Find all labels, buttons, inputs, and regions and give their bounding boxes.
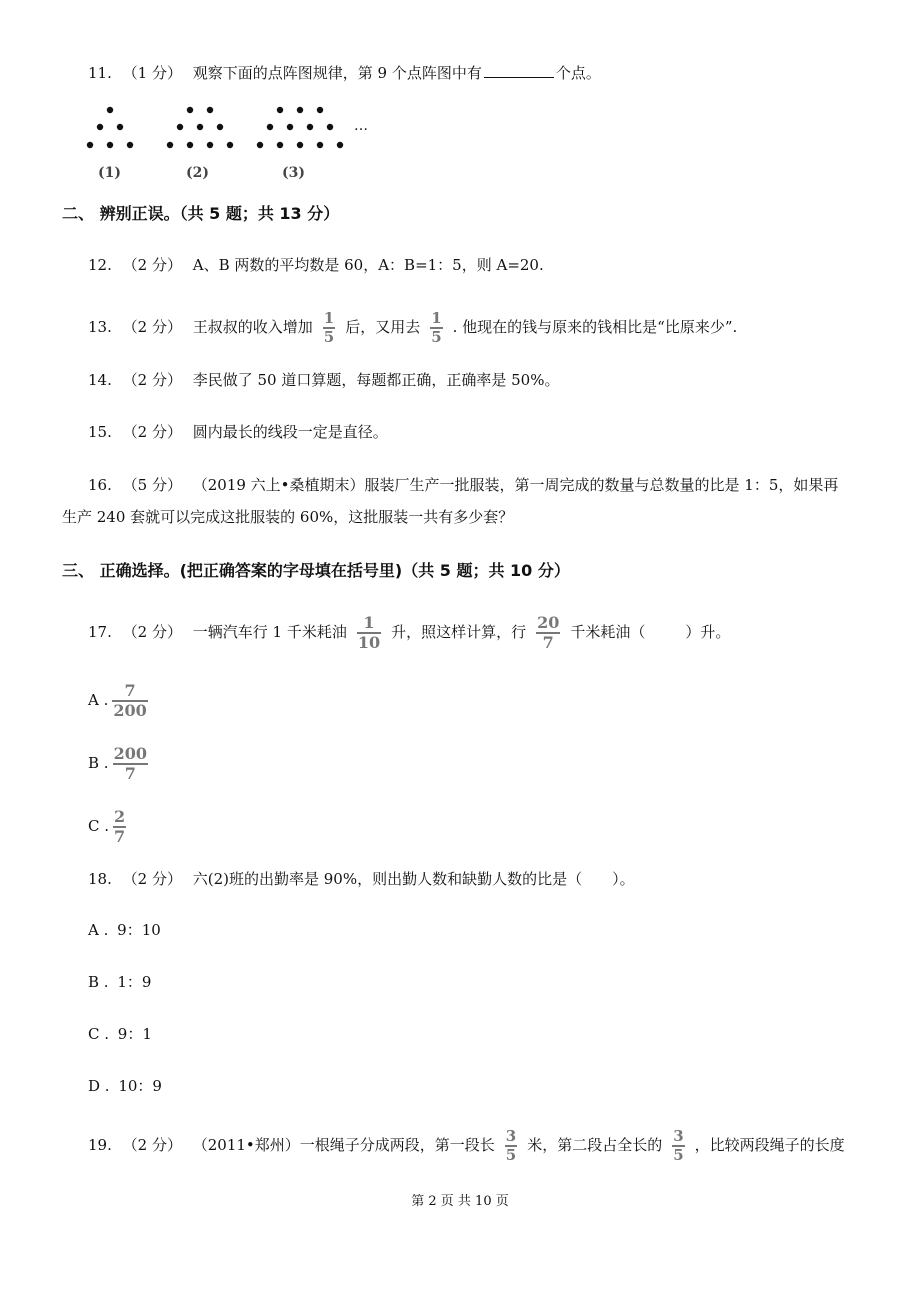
section-3-heading: 三、 正确选择。(把正确答案的字母填在括号里)（共 5 题；共 10 分） xyxy=(62,561,570,580)
question-11 xyxy=(88,62,601,84)
option-text: 1：9 xyxy=(117,973,152,991)
question-text: （2011•郑州）一根绳子分成两段，第一段长 xyxy=(192,1136,495,1154)
question-score: （2 分） xyxy=(122,623,182,641)
question-12 xyxy=(88,254,544,276)
question-score: （2 分） xyxy=(122,1136,182,1154)
question-number: 11. xyxy=(88,64,112,82)
option-text: 9：1 xyxy=(117,1025,152,1043)
option-letter: D . xyxy=(88,1077,110,1095)
figure-label-3: (3) xyxy=(282,165,305,181)
option-d[interactable] xyxy=(88,1075,162,1097)
question-score: （2 分） xyxy=(122,423,182,441)
option-letter: B . xyxy=(88,973,109,991)
question-17: 17. （2 分） 一辆汽车行 1 千米耗油 $\frac{1}{10}$ 升，照这样计算，行 $\frac{20}{7}$ 千米耗油（ ）升。 xyxy=(88,613,731,652)
option-b[interactable] xyxy=(88,971,151,993)
option-text: 9：10 xyxy=(117,921,161,939)
fraction-1-5: $\frac{1}{5}$ xyxy=(431,309,442,346)
question-text: 一辆汽车行 1 千米耗油 xyxy=(192,623,347,641)
question-text: （2019 六上•桑植期末）服装厂生产一批服装，第一周完成的数量与总数量的比是 1：5，如果再 xyxy=(192,476,839,494)
section-2-heading: 二、 辨别正误。（共 5 题；共 13 分） xyxy=(62,204,340,223)
option-letter: B . xyxy=(88,754,109,772)
question-score: （2 分） xyxy=(122,318,182,336)
dot-ellipsis: … xyxy=(354,118,368,134)
question-number: 13. xyxy=(88,318,112,336)
question-15 xyxy=(88,421,388,443)
option-text: 10：9 xyxy=(118,1077,162,1095)
option-letter: C . xyxy=(88,1025,110,1043)
fraction-3-5: $\frac{3}{5}$ xyxy=(505,1127,517,1164)
option-letter: C . xyxy=(88,817,110,835)
option-c[interactable] xyxy=(88,1023,152,1045)
question-text-end: 个点。 xyxy=(555,64,601,82)
option-letter: A . xyxy=(88,691,109,709)
question-14 xyxy=(88,369,559,391)
question-score: （1 分） xyxy=(122,64,182,82)
figure-label-2: (2) xyxy=(186,165,209,181)
question-16-continued: 生产 240 套就可以完成这批服装的 60%，这批服装一共有多少套？ xyxy=(62,508,514,526)
dot-figure-3 xyxy=(257,107,343,148)
question-16 xyxy=(88,474,838,496)
option-fraction: $\frac{2}{7}$ xyxy=(114,807,126,846)
question-text: 圆内最长的线段一定是直径。 xyxy=(192,423,388,441)
question-number: 19. xyxy=(88,1136,112,1154)
question-text: A、B 两数的平均数是 60，A：B=1：5，则 A=20. xyxy=(192,256,544,274)
fraction-3-5: $\frac{3}{5}$ xyxy=(673,1127,684,1164)
option-b[interactable] xyxy=(88,743,158,783)
question-number: 17. xyxy=(88,623,112,641)
page-footer: 第 2 页 共 10 页 xyxy=(411,1194,509,1209)
question-number: 14. xyxy=(88,371,112,389)
option-a[interactable] xyxy=(88,919,161,941)
question-score: （2 分） xyxy=(122,256,182,274)
question-13: 13. （2 分） 王叔叔的收入增加 $\frac{1}{5}$ 后，又用去 $\frac{1}{5}$ . 他现在的钱与原来的钱相比是“比原来少”. xyxy=(88,309,738,346)
question-number: 15. xyxy=(88,423,112,441)
answer-blank[interactable] xyxy=(484,63,554,78)
question-score: （2 分） xyxy=(122,870,182,888)
figure-label-1: (1) xyxy=(98,165,121,181)
question-number: 12. xyxy=(88,256,112,274)
option-fraction: $\frac{200}{7}$ xyxy=(113,744,147,783)
question-text: 王叔叔的收入增加 xyxy=(192,318,313,336)
question-18 xyxy=(88,868,635,890)
dot-figure-2 xyxy=(167,107,233,148)
option-c[interactable] xyxy=(88,806,136,846)
question-number: 18. xyxy=(88,870,112,888)
option-letter: A . xyxy=(88,921,109,939)
question-text: 观察下面的点阵图规律，第 9 个点阵图中有 xyxy=(192,64,482,82)
fraction-20-7: $\frac{20}{7}$ xyxy=(537,613,560,652)
question-19: 19. （2 分） （2011•郑州）一根绳子分成两段，第一段长 $\frac{3}{5}$ 米，第二段占全长的 $\frac{3}{5}$ ，比较两段绳子的长度 xyxy=(88,1127,845,1164)
option-a[interactable] xyxy=(88,680,158,720)
option-fraction: $\frac{7}{200}$ xyxy=(113,681,147,720)
question-score: （5 分） xyxy=(122,476,182,494)
question-text: 六(2)班的出勤率是 90%，则出勤人数和缺勤人数的比是（ ）。 xyxy=(192,870,635,888)
dot-pattern-figure xyxy=(84,100,404,190)
question-score: （2 分） xyxy=(122,371,182,389)
fraction-1-5: $\frac{1}{5}$ xyxy=(323,309,335,346)
question-text: 李民做了 50 道口算题，每题都正确，正确率是 50%。 xyxy=(192,371,560,389)
dot-figure-1 xyxy=(87,107,133,148)
fraction-1-10: $\frac{1}{10}$ xyxy=(357,613,381,652)
question-number: 16. xyxy=(88,476,112,494)
